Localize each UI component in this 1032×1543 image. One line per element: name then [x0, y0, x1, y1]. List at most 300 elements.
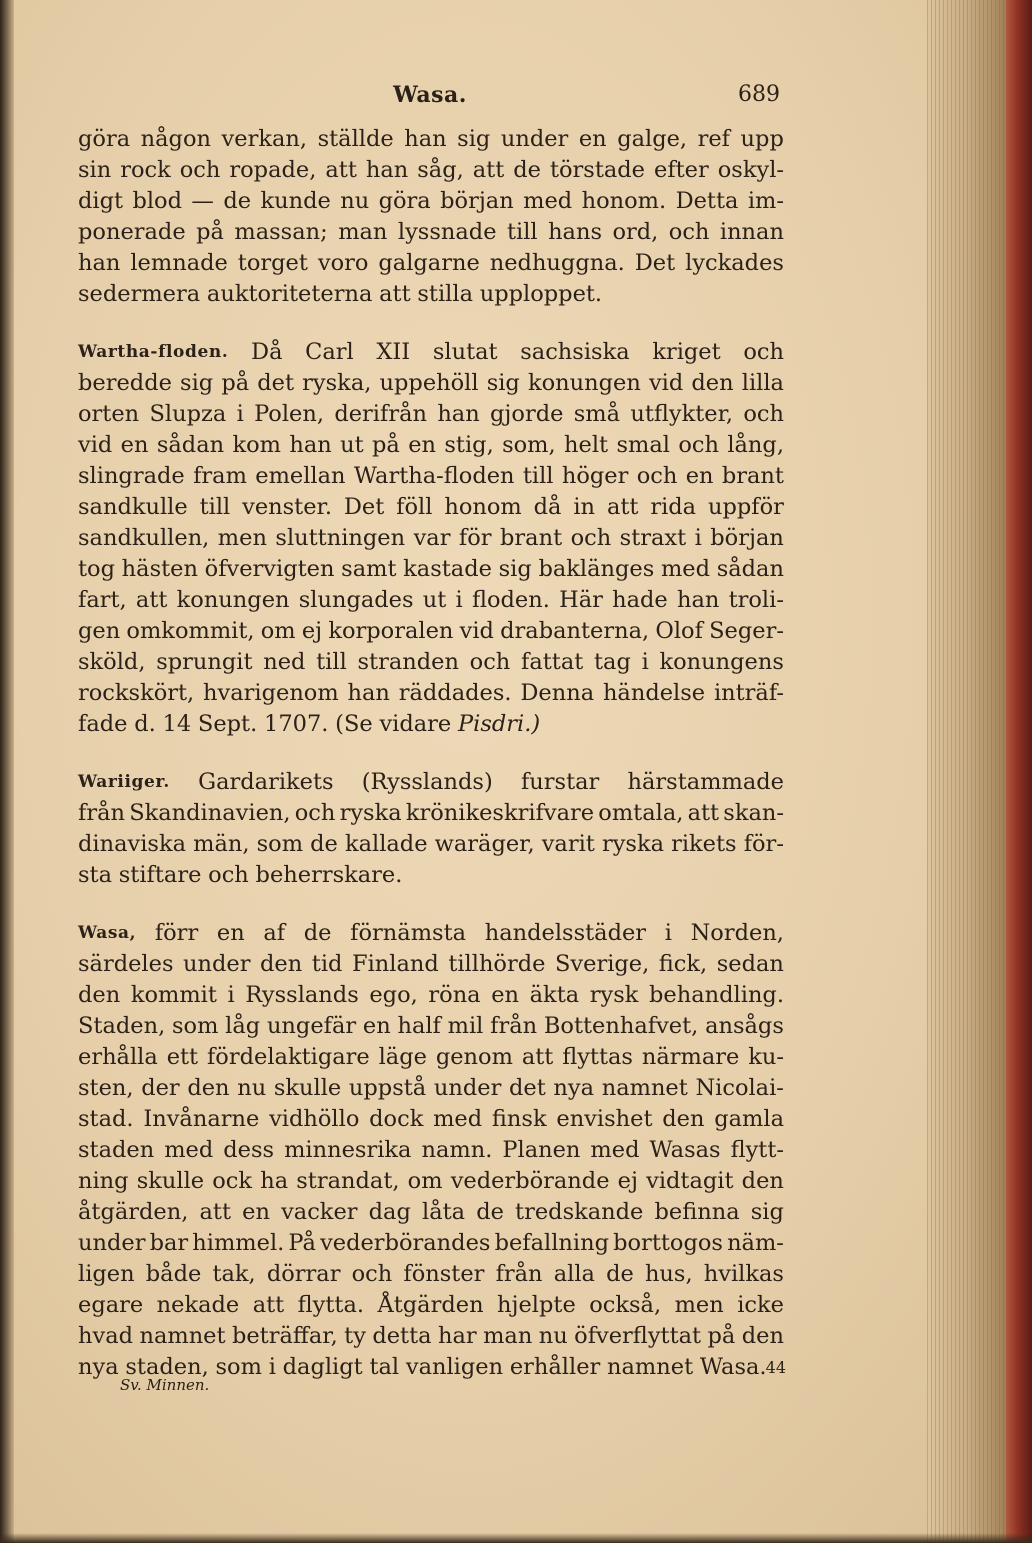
word: 1707. — [264, 711, 329, 737]
word: tal — [369, 1354, 400, 1380]
word: vederbörande — [450, 1168, 610, 1194]
word: omtala, — [598, 800, 684, 826]
word: konungens — [659, 649, 784, 675]
word: men — [674, 1292, 724, 1318]
word: att — [687, 800, 720, 826]
word: han — [404, 126, 447, 152]
word: rikets — [671, 831, 737, 857]
word: Planen — [502, 1137, 581, 1163]
word: ego, — [369, 982, 418, 1008]
word: en — [216, 920, 245, 946]
word: namn. — [421, 1137, 493, 1163]
word: förnämsta — [350, 920, 467, 946]
word: erhålla — [78, 1044, 158, 1070]
text-line — [78, 949, 784, 980]
text-line — [78, 554, 784, 585]
word: att — [472, 157, 505, 183]
word: slutat — [432, 339, 498, 365]
word: dock — [369, 1106, 424, 1132]
word: tag — [594, 649, 631, 675]
word: början — [440, 188, 514, 214]
word: tak, — [212, 1261, 256, 1287]
word: kastade — [403, 556, 492, 582]
word: med — [523, 188, 573, 214]
signature-mark: Sv. Minnen. — [120, 1376, 210, 1394]
word: slungades — [298, 587, 414, 613]
word: finsk — [491, 1106, 547, 1132]
text-line — [78, 248, 784, 279]
word: nya — [553, 1075, 595, 1101]
word: tid — [311, 951, 343, 977]
word: man — [483, 1323, 533, 1349]
word: der — [141, 1075, 180, 1101]
word: räddades. — [398, 680, 512, 706]
word: och — [570, 525, 612, 551]
word: och — [743, 401, 784, 427]
word: att — [379, 281, 411, 307]
word: erhåller — [509, 1354, 601, 1380]
word: samt — [341, 556, 397, 582]
word: både — [145, 1261, 202, 1287]
word: i — [641, 649, 649, 675]
word: de — [476, 1199, 504, 1225]
word: lemnade — [130, 250, 228, 276]
word: drabanterna, — [500, 618, 650, 644]
word: till — [522, 463, 554, 489]
word: om — [260, 618, 296, 644]
text-line — [78, 585, 784, 616]
paragraph-gap — [78, 310, 784, 337]
text-line — [78, 1073, 784, 1104]
word: flytta. — [297, 1292, 365, 1318]
word: tog — [78, 556, 115, 582]
word: och — [469, 649, 511, 675]
word: och — [294, 800, 336, 826]
word: en — [491, 982, 520, 1008]
word: från — [490, 1013, 538, 1039]
word: ryska — [601, 831, 664, 857]
word: auktoriteterna — [206, 281, 373, 307]
word: brant — [500, 525, 563, 551]
word: ett — [166, 1044, 199, 1070]
word: Denna — [520, 680, 595, 706]
word: stiftare — [118, 862, 202, 888]
word: sådan — [716, 556, 784, 582]
word: lång, — [727, 432, 784, 458]
word: digt — [78, 188, 124, 214]
word: torget — [237, 250, 308, 276]
word: tillhörde — [448, 951, 546, 977]
word: gen — [78, 618, 121, 644]
word: varit — [541, 831, 595, 857]
word: staden, — [125, 1354, 209, 1380]
word: namnet — [139, 1323, 226, 1349]
text-line — [78, 1290, 784, 1321]
word: han — [365, 157, 409, 183]
word: att — [606, 494, 639, 520]
word: läge — [378, 1044, 427, 1070]
word: dörrar — [266, 1261, 341, 1287]
word: (Rysslands) — [361, 769, 493, 795]
word: och — [208, 862, 249, 888]
word: en — [362, 1013, 391, 1039]
word: den — [78, 982, 121, 1008]
word: i — [236, 401, 244, 427]
word: bar — [149, 1230, 189, 1256]
word: Norden, — [690, 920, 784, 946]
word: fade — [78, 711, 128, 737]
word: vidhöllo — [269, 1106, 360, 1132]
word: ty — [344, 1323, 366, 1349]
word: sådan — [156, 432, 225, 458]
word: 14 — [162, 711, 192, 737]
word: voro — [317, 250, 369, 276]
word: staden — [78, 1137, 155, 1163]
word: inträf- — [713, 680, 784, 706]
word: mil — [447, 1013, 484, 1039]
word: de — [606, 1261, 634, 1287]
word: som, — [502, 432, 556, 458]
word: Finland — [351, 951, 439, 977]
word: hästen — [121, 556, 198, 582]
word: sig — [486, 370, 520, 396]
word: fram — [193, 463, 247, 489]
word: rida — [650, 494, 697, 520]
word: att — [325, 157, 357, 183]
word: Bottenhafvet, — [543, 1013, 699, 1039]
word: galge, — [617, 126, 688, 152]
word: ponerade — [78, 219, 186, 245]
word: att — [252, 1292, 285, 1318]
word: in — [573, 494, 596, 520]
word: flyttas — [562, 1044, 633, 1070]
word: Sept. — [197, 711, 258, 737]
word: sedermera — [78, 281, 201, 307]
red-edge-binding — [1006, 0, 1032, 1543]
word: ungefär — [266, 1013, 357, 1039]
entry-keyword: Wariiger. — [78, 772, 170, 792]
word: detta — [372, 1323, 432, 1349]
word: lyssnade — [397, 219, 497, 245]
word: för- — [743, 831, 784, 857]
word: Det — [634, 250, 676, 276]
sheet-number: 44 — [765, 1358, 786, 1377]
word: kommit — [130, 982, 217, 1008]
word: göra — [378, 188, 431, 214]
word: hus, — [644, 1261, 693, 1287]
word: kunde — [260, 188, 331, 214]
word: som — [215, 1354, 262, 1380]
word: den — [691, 370, 734, 396]
word: vacker — [281, 1199, 358, 1225]
word: fördelaktigare — [206, 1044, 370, 1070]
word: dinaviska — [78, 831, 187, 857]
word: det — [509, 1075, 546, 1101]
word: beredde — [78, 370, 172, 396]
word: borttogos — [613, 1230, 723, 1256]
word: befinna — [654, 1199, 740, 1225]
text-line — [78, 279, 784, 310]
word: att — [521, 1044, 554, 1070]
word: hade — [612, 587, 668, 613]
word: sig — [180, 370, 214, 396]
word: till — [316, 649, 347, 675]
word: ord, — [612, 219, 659, 245]
word: en — [685, 463, 714, 489]
word: med — [433, 1106, 483, 1132]
text-line — [78, 399, 784, 430]
word: flytt- — [730, 1137, 784, 1163]
word: i — [694, 525, 702, 551]
word: hjelpte — [497, 1292, 576, 1318]
word: ansågs — [705, 1013, 784, 1039]
word: stranden — [357, 649, 459, 675]
word: handelsstäder — [484, 920, 647, 946]
word: härstammade — [627, 769, 784, 795]
word: blod — [132, 188, 183, 214]
word: Staden, — [78, 1013, 166, 1039]
word: har — [437, 1323, 477, 1349]
word: och — [678, 432, 719, 458]
word: med — [590, 1137, 640, 1163]
word: nedhuggna. — [489, 250, 625, 276]
word: fönster — [403, 1261, 485, 1287]
word: en — [408, 432, 437, 458]
word: strandat, — [296, 1168, 400, 1194]
word: vidtagit — [646, 1168, 734, 1194]
word: beherrskare. — [255, 862, 403, 888]
text-line — [78, 186, 784, 217]
word: äkta — [529, 982, 580, 1008]
word: utflykter, — [630, 401, 734, 427]
word: uppför — [708, 494, 784, 520]
word: Seger- — [709, 618, 784, 644]
word: törstade — [549, 157, 646, 183]
text-line — [78, 678, 784, 709]
word: föll — [396, 494, 433, 520]
word: (Se — [335, 711, 373, 737]
word: på — [707, 1323, 736, 1349]
word: närmare — [641, 1044, 740, 1070]
word: helt — [564, 432, 609, 458]
word: det — [257, 370, 295, 396]
word: han — [437, 401, 480, 427]
word: skulle — [273, 1075, 342, 1101]
word: dagligt — [282, 1354, 363, 1380]
word: baklänges — [538, 556, 655, 582]
word: korporalen — [328, 618, 454, 644]
word: honom — [444, 494, 522, 520]
text-line — [78, 709, 784, 740]
text-line — [78, 829, 784, 860]
text-line — [78, 492, 784, 523]
word: till — [506, 219, 538, 245]
text-line — [78, 1011, 784, 1042]
word: en — [120, 432, 149, 458]
text-line — [78, 798, 784, 829]
word: på — [221, 370, 250, 396]
word: en — [578, 126, 607, 152]
word: och — [351, 1261, 393, 1287]
binding-gutter — [0, 0, 14, 1543]
word: skulle — [136, 1168, 205, 1194]
word: galgarne — [378, 250, 480, 276]
word: sandkullen, — [78, 525, 210, 551]
word: Här — [559, 587, 603, 613]
word: sachsiska — [520, 339, 630, 365]
italic-reference: Pisdri.) — [457, 711, 541, 737]
word: ref — [697, 126, 731, 152]
word: fattat — [521, 649, 584, 675]
text-line — [78, 1259, 784, 1290]
entry-keyword: Wasa, — [78, 923, 137, 943]
word: sluttningen — [275, 525, 406, 551]
word: hvad — [78, 1323, 134, 1349]
word: sig — [750, 1199, 784, 1225]
word: — — [191, 188, 214, 214]
text-line — [78, 1135, 784, 1166]
text-line — [78, 918, 784, 949]
word: behandling. — [649, 982, 784, 1008]
word: derifrån — [334, 401, 427, 427]
word: näm- — [727, 1230, 784, 1256]
word: emellan — [255, 463, 346, 489]
word: på — [196, 219, 224, 245]
word: Wartha-floden — [353, 463, 515, 489]
word: waräger, — [434, 831, 535, 857]
word: massan; — [234, 219, 328, 245]
word: beträffar, — [231, 1323, 338, 1349]
text-line — [78, 124, 784, 155]
word: ock — [212, 1168, 253, 1194]
word: nu — [237, 1075, 267, 1101]
word: men — [217, 525, 267, 551]
word: ställde — [317, 126, 394, 152]
word: fart, — [78, 587, 127, 613]
word: vid — [459, 618, 494, 644]
word: höger — [561, 463, 629, 489]
word: orten — [78, 401, 140, 427]
text-line — [78, 1228, 784, 1259]
word: fick, — [658, 951, 708, 977]
word: hvarigenom — [203, 680, 339, 706]
word: Då — [251, 339, 283, 365]
word: den — [662, 1106, 705, 1132]
word: d. — [134, 711, 156, 737]
word: ropade, — [229, 157, 317, 183]
text-line — [78, 155, 784, 186]
word: sten, — [78, 1075, 134, 1101]
word: kriget — [652, 339, 721, 365]
word: brant — [721, 463, 784, 489]
word: män, — [193, 831, 250, 857]
word: han — [676, 587, 720, 613]
word: särdeles — [78, 951, 174, 977]
word: Rysslands — [245, 982, 359, 1008]
word: floden. — [471, 587, 550, 613]
word: var — [413, 525, 451, 551]
word: vederbörandes — [320, 1230, 491, 1256]
word: gjorde — [490, 401, 564, 427]
text-line — [78, 523, 784, 554]
word: åtgärden, — [78, 1199, 189, 1225]
running-head: Wasa. — [393, 82, 467, 108]
word: Polen, — [254, 401, 325, 427]
word: också, — [589, 1292, 662, 1318]
word: och — [179, 157, 221, 183]
word: slingrade — [78, 463, 185, 489]
word: konungen — [176, 587, 290, 613]
text-line — [78, 1321, 784, 1352]
word: skan- — [723, 800, 784, 826]
word: sin — [78, 157, 112, 183]
word: troli- — [728, 587, 784, 613]
word: Carl — [305, 339, 354, 365]
word: ej — [617, 1168, 638, 1194]
word: Detta — [675, 188, 739, 214]
word: egare — [78, 1292, 144, 1318]
word: Wasa. — [699, 1354, 767, 1380]
word: lyckades — [685, 250, 784, 276]
word: och — [636, 463, 678, 489]
word: under — [183, 951, 251, 977]
word: vid — [648, 370, 684, 396]
word: ku- — [748, 1044, 784, 1070]
text-line — [78, 647, 784, 678]
text-line — [78, 1104, 784, 1135]
word: sandkulle — [78, 494, 188, 520]
word: att — [135, 587, 168, 613]
text-line — [78, 767, 784, 798]
word: smal — [616, 432, 670, 458]
word: i — [455, 587, 463, 613]
word: vanligen — [405, 1354, 504, 1380]
word: dag — [368, 1199, 411, 1225]
word: hans — [548, 219, 603, 245]
word: i — [268, 1354, 276, 1380]
word: lilla — [741, 370, 784, 396]
word: stig, — [444, 432, 494, 458]
word: nu — [538, 1323, 568, 1349]
text-line — [78, 337, 784, 368]
word: nu — [340, 188, 370, 214]
page-bottom-shadow — [0, 1533, 1032, 1543]
paragraph-gap — [78, 740, 784, 767]
word: han — [289, 432, 332, 458]
text-line — [78, 1042, 784, 1073]
word: för — [458, 525, 492, 551]
text-line — [78, 461, 784, 492]
word: till — [199, 494, 231, 520]
word: sig — [498, 556, 532, 582]
word: innan — [719, 219, 784, 245]
word: stad. — [78, 1106, 134, 1132]
word: från — [495, 1261, 543, 1287]
word: rock — [120, 157, 171, 183]
word: som — [171, 1013, 219, 1039]
word: händelse — [602, 680, 706, 706]
word: namnet — [601, 1075, 688, 1101]
word: låg — [225, 1013, 261, 1039]
word: Slupza — [149, 401, 227, 427]
word: om — [407, 1168, 443, 1194]
word: Gardarikets — [198, 769, 334, 795]
page-header — [80, 82, 780, 118]
word: vid — [78, 432, 113, 458]
word: genom — [435, 1044, 513, 1070]
text-line — [78, 860, 784, 891]
word: Nicolai- — [695, 1075, 784, 1101]
